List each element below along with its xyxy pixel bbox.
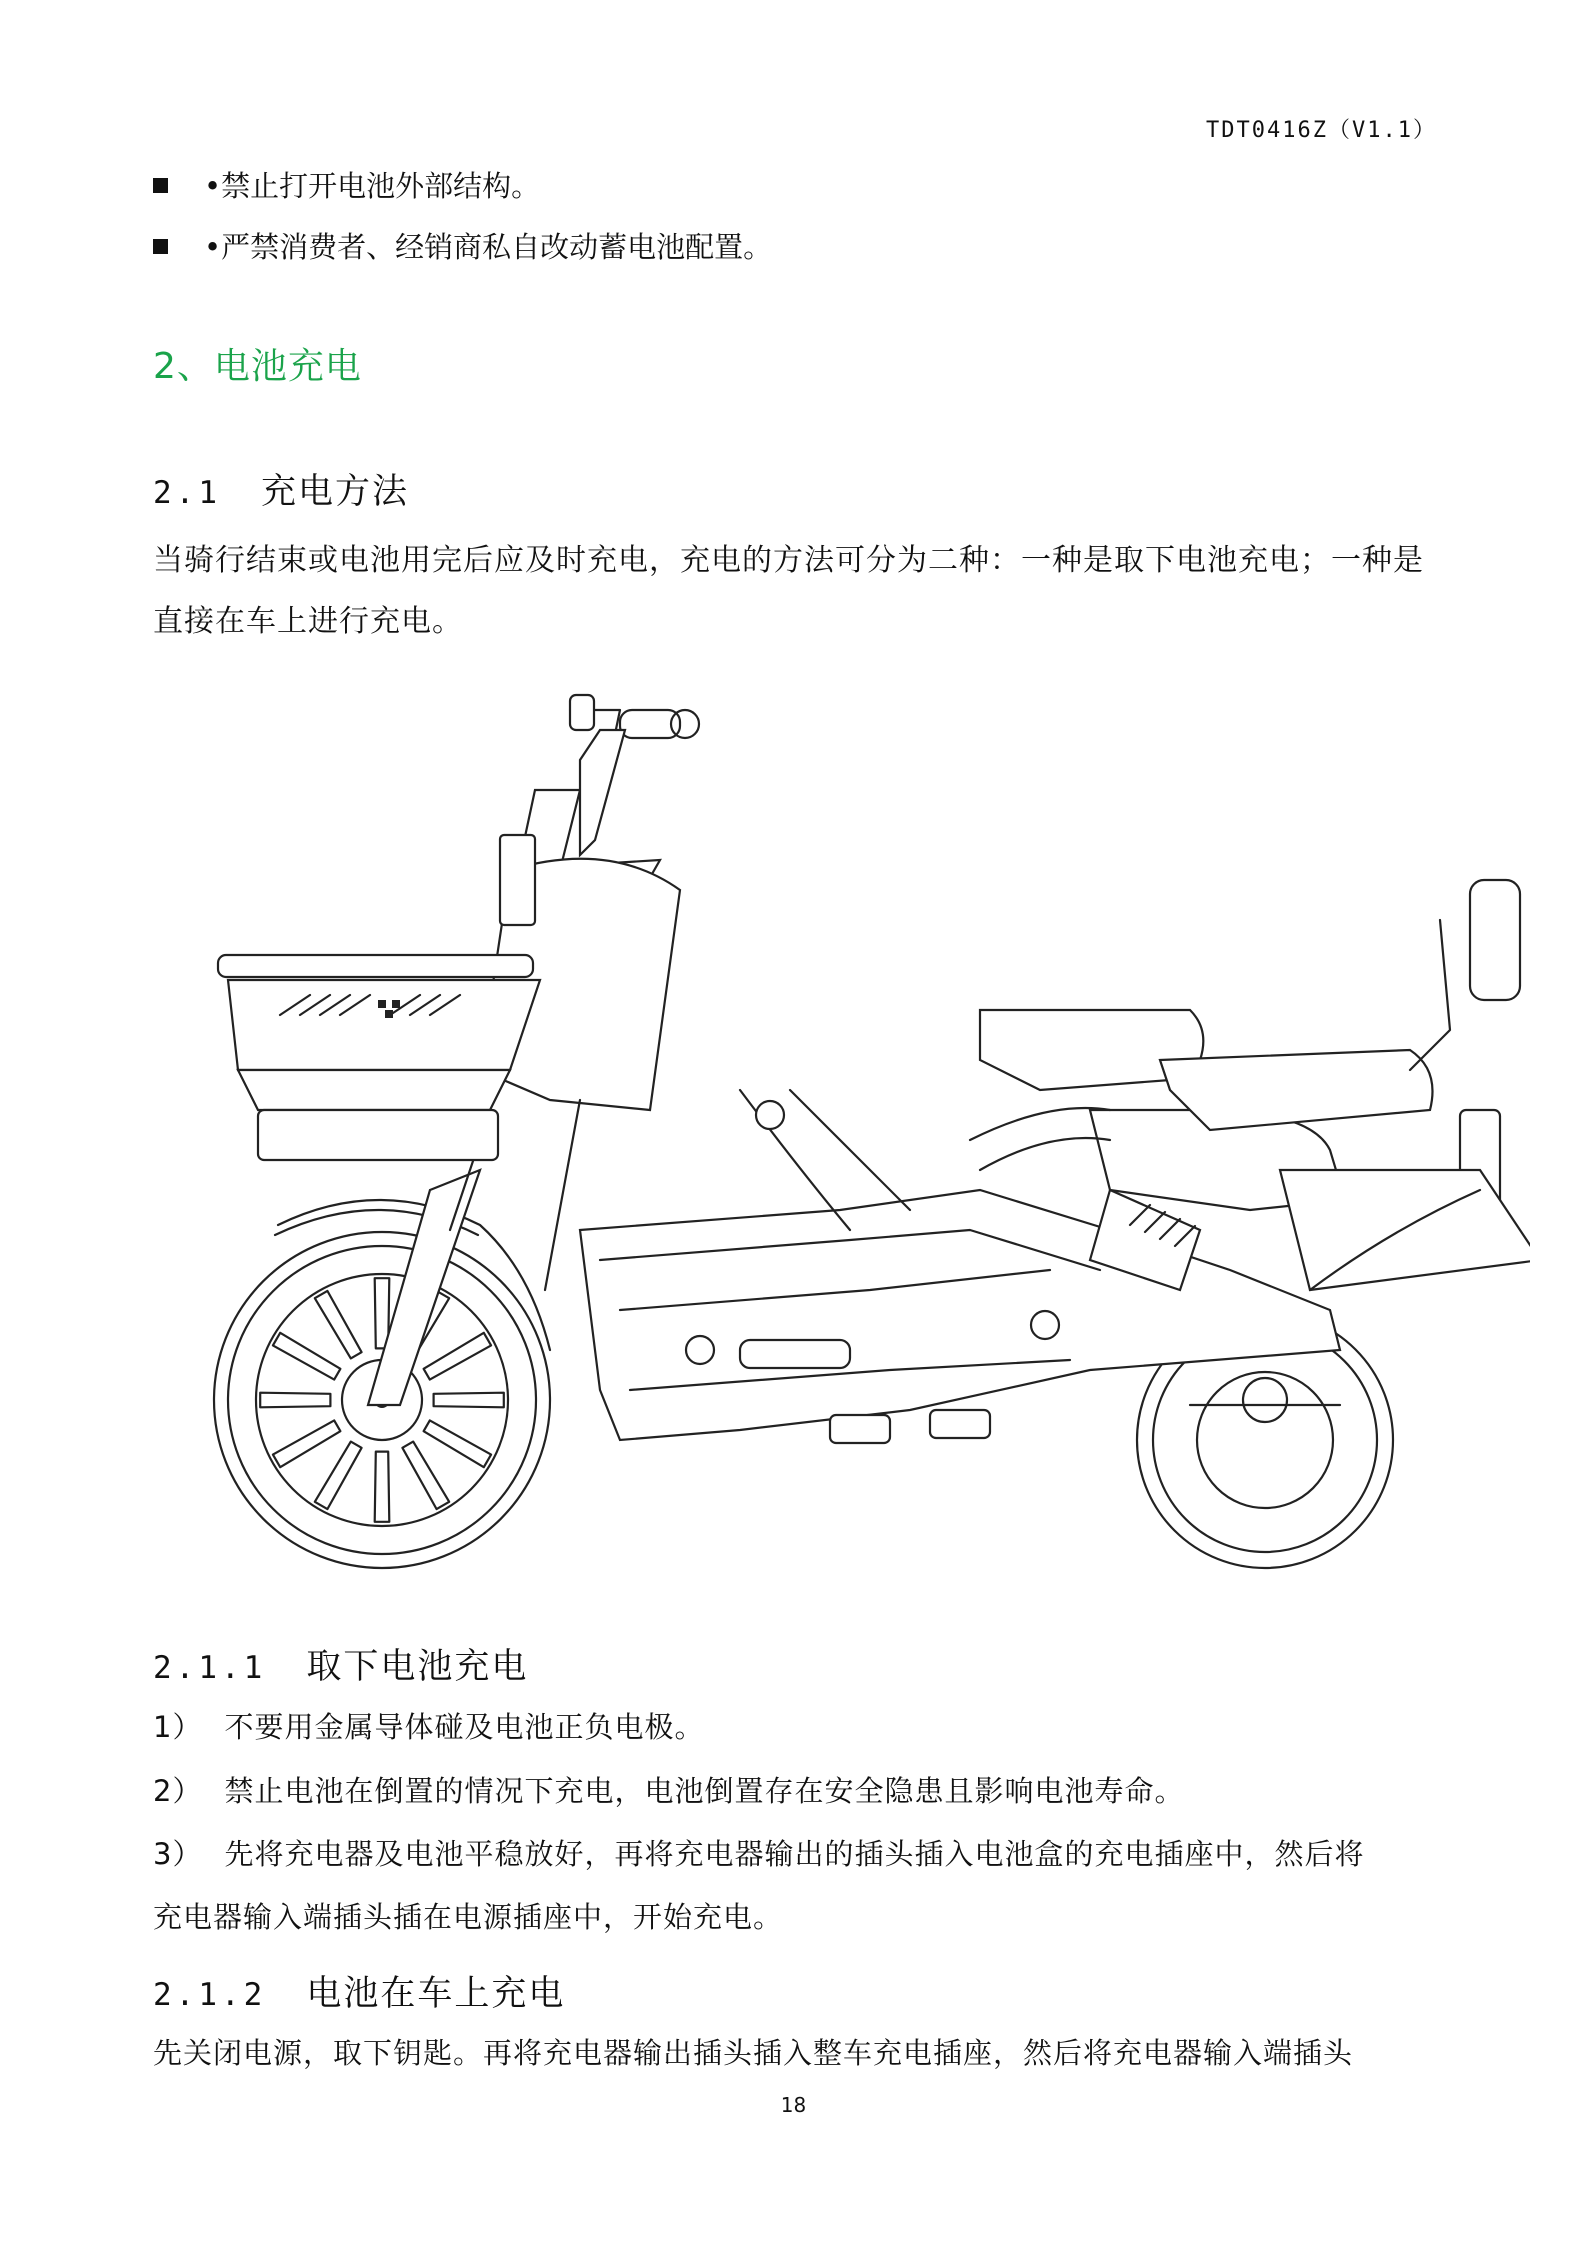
list-number: 2） (153, 1774, 203, 1808)
list-text: 禁止电池在倒置的情况下充电，电池倒置存在安全隐患且影响电池寿命。 (224, 1774, 1185, 1808)
wheel-spoke (375, 1452, 390, 1522)
page-number: 18 (780, 2093, 807, 2117)
section-heading: 2、电池充电 (153, 346, 362, 387)
paragraph-charge-on-vehicle: 先关闭电源，取下钥匙。再将充电器输出插头插入整车充电插座，然后将充电器输入端插头 (153, 2036, 1354, 2070)
scooter-illustration (150, 670, 1530, 1570)
wheel-spoke (434, 1393, 504, 1408)
wheel-spoke (260, 1393, 330, 1408)
wheel-spoke (402, 1442, 449, 1510)
list-text: 不要用金属导体碰及电池正负电极。 (224, 1710, 705, 1744)
list-number: 1） (153, 1710, 203, 1744)
paragraph-charging-methods: 当骑行结束或电池用完后应及时充电，充电的方法可分为二种：一种是取下电池充电；一种是直接在车上进行充电。 (153, 543, 1424, 639)
heading-number: 2.1.2 (153, 1977, 267, 2013)
wheel-spoke (315, 1291, 362, 1359)
list-item (153, 1834, 1364, 1874)
square-bullet-icon (153, 178, 168, 193)
bullet-item (153, 166, 540, 206)
list-text: 先将充电器及电池平稳放好，再将充电器输出的插头插入电池盒的充电插座中，然后将 (224, 1837, 1365, 1871)
bullet-item (153, 227, 772, 267)
front-basket-icon (218, 835, 540, 1160)
wheel-spoke (424, 1420, 492, 1467)
heading-title: 充电方法 (261, 472, 410, 512)
subsection-heading-2-1-1 (153, 1639, 528, 1689)
heading-title: 取下电池充电 (306, 1647, 529, 1687)
bullet-text: •禁止打开电池外部结构。 (204, 169, 541, 203)
list-item-continuation: 充电器输入端插头插在电源插座中，开始充电。 (153, 1900, 784, 1934)
wheel-spoke (424, 1333, 492, 1380)
subsection-heading-2-1 (153, 464, 409, 514)
list-item (153, 1771, 1184, 1811)
wheel-spoke (315, 1442, 362, 1510)
document-id: TDT0416Z（V1.1） (1206, 118, 1437, 143)
square-bullet-icon (153, 239, 168, 254)
heading-title: 电池在车上充电 (306, 1974, 566, 2014)
wheel-spoke (273, 1333, 341, 1380)
heading-number: 2.1 (153, 475, 221, 511)
list-number: 3） (153, 1837, 203, 1871)
wheel-spoke (273, 1420, 341, 1467)
bullet-text: •严禁消费者、经销商私自改动蓄电池配置。 (204, 230, 773, 264)
heading-number: 2.1.1 (153, 1650, 267, 1686)
list-item (153, 1707, 704, 1747)
subsection-heading-2-1-2 (153, 1966, 565, 2016)
